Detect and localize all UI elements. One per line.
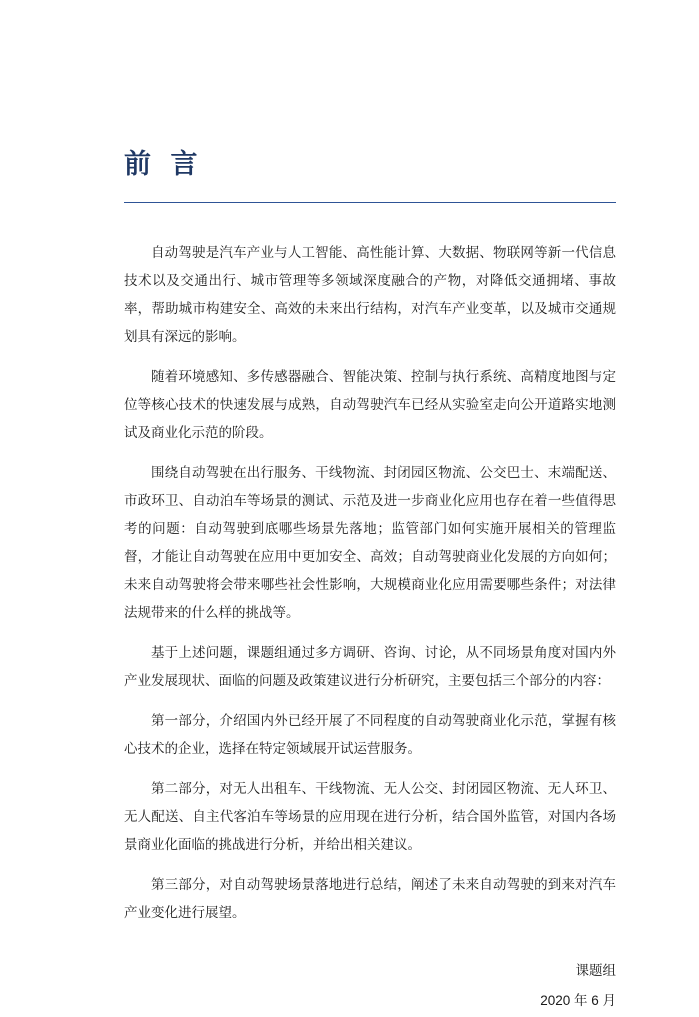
page-title: 前 言: [124, 149, 204, 179]
signature-author: 课题组: [575, 963, 616, 979]
title-divider: [124, 202, 616, 203]
paragraph: 基于上述问题，课题组通过多方调研、咨询、讨论，从不同场景角度对国内外产业发展现状、面临的问题及政策建议进行分析研究，主要包括三个部分的内容：: [124, 645, 616, 689]
signature-date: 2020 年 6 月: [540, 993, 616, 1009]
signature-block: [124, 957, 616, 1015]
paragraph: 随着环境感知、多传感器融合、智能决策、控制与执行系统、高精度地图与定位等核心技术的快速发展与成熟，自动驾驶汽车已经从实验室走向公开道路实地测试及商业化示范的阶段。: [124, 369, 616, 441]
paragraph: 围绕自动驾驶在出行服务、干线物流、封闭园区物流、公交巴士、末端配送、市政环卫、自动泊车等场景的测试、示范及进一步商业化应用也存在着一些值得思考的问题：自动驾驶到底哪些场景先落地；监管部门如何实施开展相关的管理监督，才能让自动驾驶在应用中更加安全、高效；自动驾驶商业化发展的方向如何；未来自动驾驶将会带来哪些社会性影响，大规模商业化应用需要哪些条件；对法律法规带来的什么样的挑战等。: [124, 465, 616, 621]
page-content: [124, 0, 616, 1017]
body-text: [124, 239, 616, 927]
title-block: [124, 148, 616, 203]
paragraph: 第二部分，对无人出租车、干线物流、无人公交、封闭园区物流、无人环卫、无人配送、自主代客泊车等场景的应用现在进行分析，结合国外监管，对国内各场景商业化面临的挑战进行分析，并给出相关建议。: [124, 781, 616, 853]
paragraph: 自动驾驶是汽车产业与人工智能、高性能计算、大数据、物联网等新一代信息技术以及交通出行、城市管理等多领域深度融合的产物，对降低交通拥堵、事故率，帮助城市构建安全、高效的未来出行结构，对汽车产业变革，以及城市交通规划具有深远的影响。: [124, 245, 616, 345]
paragraph: 第三部分，对自动驾驶场景落地进行总结，阐述了未来自动驾驶的到来对汽车产业变化进行展望。: [124, 877, 616, 921]
paragraph: 第一部分，介绍国内外已经开展了不同程度的自动驾驶商业化示范，掌握有核心技术的企业，选择在特定领域展开试运营服务。: [124, 713, 616, 757]
